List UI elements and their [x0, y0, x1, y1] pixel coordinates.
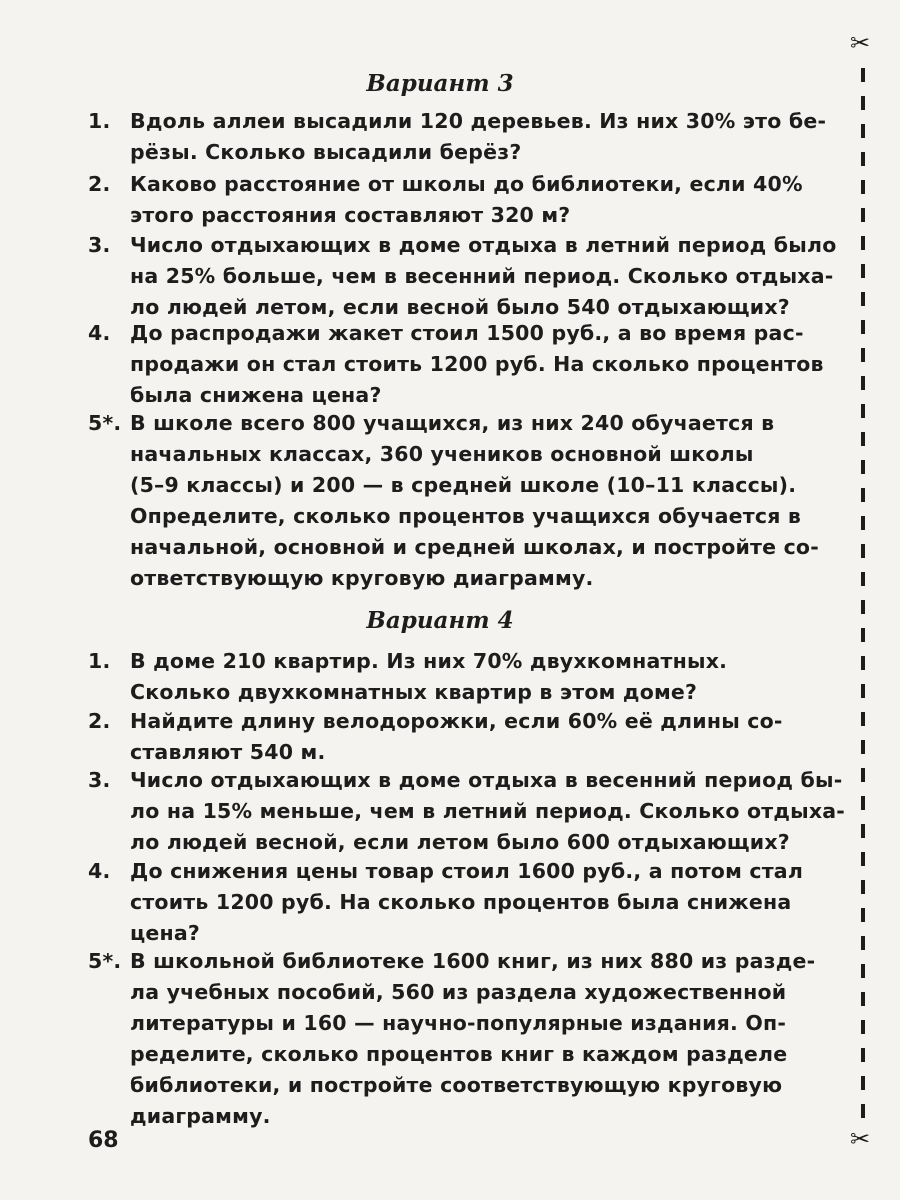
variant-3-title: Вариант 3 [366, 70, 514, 97]
v3-task-1 [88, 106, 848, 168]
task-line: Сколько двухкомнатных квартир в этом доме? [130, 680, 698, 704]
task-line: ло на 15% меньше, чем в летний период. Сколько отдыха- [130, 799, 846, 823]
task-text [130, 169, 848, 231]
task-text [130, 765, 848, 858]
task-number: 1. [88, 109, 111, 133]
task-line: ставляют 540 м. [130, 740, 326, 764]
task-text [130, 408, 848, 594]
task-text [130, 856, 848, 949]
task-line: этого расстояния составляют 320 м? [130, 203, 571, 227]
task-line: была снижена цена? [130, 383, 382, 407]
task-line: начальной, основной и средней школах, и постройте со- [130, 535, 819, 559]
task-line: Каково расстояние от школы до библиотеки, если 40% [130, 172, 803, 196]
task-number: 3. [88, 768, 111, 792]
v4-task-5 [88, 946, 848, 1132]
task-text [130, 318, 848, 411]
task-text [130, 646, 848, 708]
task-text [130, 706, 848, 768]
task-line: стоить 1200 руб. На сколько процентов была снижена [130, 890, 792, 914]
task-text [130, 230, 848, 323]
task-number: 1. [88, 649, 111, 673]
task-line: на 25% больше, чем в весенний период. Сколько отдыха- [130, 264, 834, 288]
task-line: (5–9 классы) и 200 — в средней школе (10–11 классы). [130, 473, 797, 497]
task-text [130, 106, 848, 168]
scissors-icon: ✂ [849, 29, 871, 57]
task-line: продажи он стал стоить 1200 руб. На сколько процентов [130, 352, 824, 376]
task-line: Определите, сколько процентов учащихся обучается в [130, 504, 802, 528]
task-line: Вдоль аллеи высадили 120 деревьев. Из них 30% это бе- [130, 109, 827, 133]
v3-task-5 [88, 408, 848, 594]
task-line: рёзы. Сколько высадили берёз? [130, 140, 522, 164]
v3-task-4 [88, 318, 848, 411]
task-line: До снижения цены товар стоил 1600 руб., а потом стал [130, 859, 804, 883]
task-number: 2. [88, 172, 111, 196]
task-number: 4. [88, 321, 111, 345]
page-number: 68 [88, 1128, 119, 1153]
task-line: В доме 210 квартир. Из них 70% двухкомнатных. [130, 649, 728, 673]
cut-dashed-line [858, 30, 868, 1160]
v4-task-3 [88, 765, 848, 858]
task-line: ответствующую круговую диаграмму. [130, 566, 594, 590]
task-line: Число отдыхающих в доме отдыха в летний период было [130, 233, 837, 257]
task-line: В школьной библиотеке 1600 книг, из них 880 из разде- [130, 949, 816, 973]
task-line: До распродажи жакет стоил 1500 руб., а во время рас- [130, 321, 804, 345]
task-line: Найдите длину велодорожки, если 60% её длины со- [130, 709, 783, 733]
task-number: 5*. [88, 411, 122, 435]
task-number: 2. [88, 709, 111, 733]
task-number: 3. [88, 233, 111, 257]
task-number: 5*. [88, 949, 122, 973]
task-line: ло людей весной, если летом было 600 отдыхающих? [130, 830, 790, 854]
task-line: ределите, сколько процентов книг в каждом разделе [130, 1042, 788, 1066]
task-line: библиотеки, и постройте соответствующую круговую [130, 1073, 783, 1097]
task-line: начальных классах, 360 учеников основной школы [130, 442, 754, 466]
task-text [130, 946, 848, 1132]
v4-task-2 [88, 706, 848, 768]
task-line: литературы и 160 — научно-популярные издания. Оп- [130, 1011, 787, 1035]
task-line: В школе всего 800 учащихся, из них 240 обучается в [130, 411, 775, 435]
task-line: ло людей летом, если весной было 540 отдыхающих? [130, 295, 790, 319]
scissors-icon: ✂ [849, 1125, 871, 1153]
v4-task-4 [88, 856, 848, 949]
v4-task-1 [88, 646, 848, 708]
task-line: ла учебных пособий, 560 из раздела художественной [130, 980, 787, 1004]
variant-4-title: Вариант 4 [366, 607, 514, 634]
v3-task-3 [88, 230, 848, 323]
task-line: Число отдыхающих в доме отдыха в весенний период бы- [130, 768, 843, 792]
v3-task-2 [88, 169, 848, 231]
task-number: 4. [88, 859, 111, 883]
task-line: диаграмму. [130, 1104, 271, 1128]
task-line: цена? [130, 921, 200, 945]
